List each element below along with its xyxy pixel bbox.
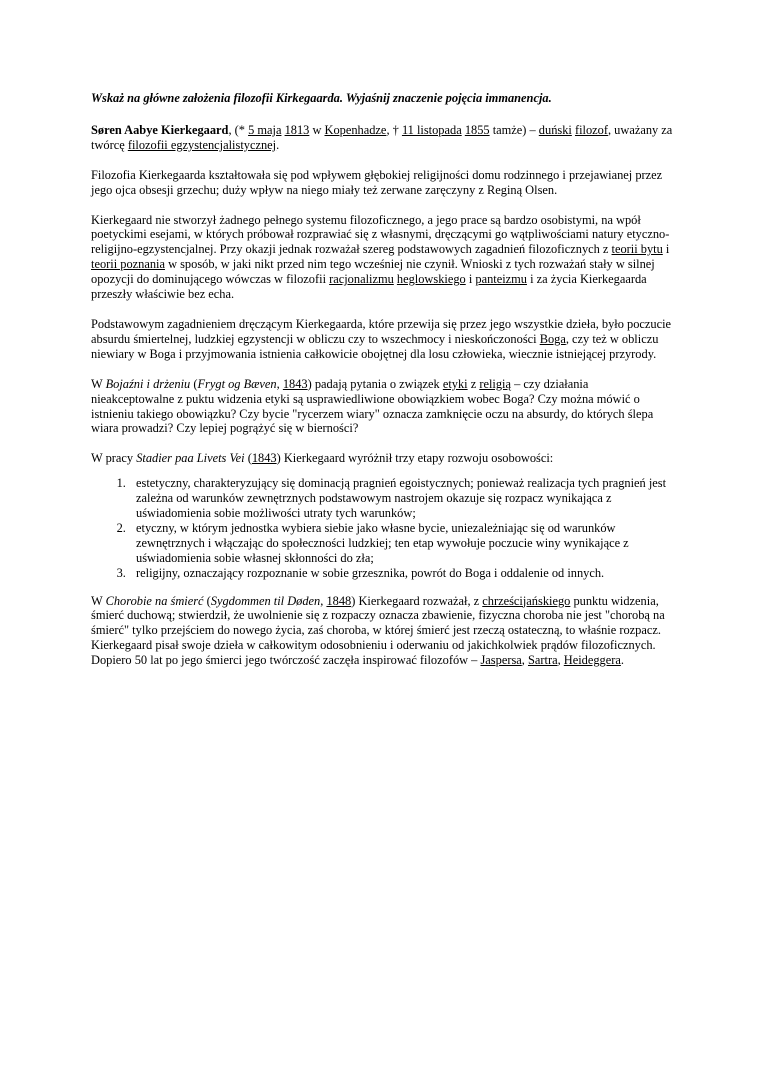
- list-item: 2. etyczny, w którym jednostka wybiera siebie jako własne bycie, uniezależniając się od warunków zewnętrznych i włączając do społeczności ludzkiej; ten etap wywołuje poczucie winy wynikające z uświadomienia sobie własnej skłonności do zła;: [129, 521, 673, 566]
- paragraph-legacy: Kierkegaard pisał swoje dzieła w całkowitym odosobnieniu i oderwaniu od jakichkolwiek prądów filozoficznych. Dopiero 50 lat po jego śmierci jego twórczość zaczęła inspirować filozofów – Jaspersa, Sartra, Heideggera.: [91, 638, 656, 668]
- work-original-title: Frygt og Bæven: [197, 376, 277, 391]
- link-teorii-poznania[interactable]: teorii poznania: [91, 257, 165, 272]
- work-title: Stadier paa Livets Vei: [136, 451, 245, 466]
- work-title: Chorobie na śmierć: [105, 593, 204, 608]
- link-1848[interactable]: 1848: [326, 593, 352, 608]
- link-etyki[interactable]: etyki: [442, 376, 468, 391]
- link-heideggera[interactable]: Heideggera: [563, 653, 621, 668]
- link-chrzescijanskiego[interactable]: chrześcijańskiego: [482, 593, 571, 608]
- link-1843[interactable]: 1843: [282, 376, 308, 391]
- question-title: Wskaż na główne założenia filozofii Kirkegaarda. Wyjaśnij znaczenie pojęcia immanencja.: [91, 91, 552, 105]
- link-filozofii-egzystencjalistycznej[interactable]: filozofii egzystencjalistycznej: [127, 137, 277, 152]
- link-heglowskiego[interactable]: heglowskiego: [396, 272, 466, 287]
- paragraph-religiosity: Filozofia Kierkegaarda kształtowała się pod wpływem głębokiej religijności domu rodzinnego i przejawianej przez jego ojca obsesji grzechu; duży wpływ na niego miały też zerwane zaręczyny z Reginą Olsen.: [91, 167, 663, 197]
- work-title: Bojaźni i drżeniu: [105, 376, 191, 391]
- paragraph-choroba: W Chorobie na śmierć (Sygdommen til Døden, 1848) Kierkegaard rozważał, z chrześcijańskiego punktu widzenia, śmierć duchową; stwierdził, że uwolnienie się z rozpaczy oznacza zbawienie, fizyczna choroba nie jest "chorobą na śmierć" tylko przejściem do nowego życia, zaś choroba, w której śmierć jest rzeczą ostateczną, to właśnie rozpacz.: [91, 593, 665, 638]
- stages-list: [91, 476, 673, 580]
- link-1813[interactable]: 1813: [284, 122, 310, 137]
- intro-paragraph: Søren Aabye Kierkegaard, (* 5 maja 1813 w Kopenhadze, † 11 listopada 1855 tamże) – duński filozof, uważany za twórcę filozofii egzystencjalistycznej.: [91, 122, 673, 152]
- paragraph-absurd: Podstawowym zagadnieniem dręczącym Kierkegaarda, które przewija się przez jego wszystkie dzieła, było poczucie absurdu śmiertelnej, ludzkiej egzystencji w obliczu czy to wszechmocy i nieskończoności Boga, czy też w obliczu niewiary w Boga i przyjmowania istnienia całkowicie obojętnej dla losu człowieka, wiecznie istniejącej przyrody.: [91, 316, 672, 361]
- paragraph-stadier: W pracy Stadier paa Livets Vei (1843) Kierkegaard wyróżnił trzy etapy rozwoju osobowości:: [91, 451, 554, 466]
- link-5-maja[interactable]: 5 maja: [248, 122, 282, 137]
- link-kopenhadze[interactable]: Kopenhadze: [324, 122, 387, 137]
- link-filozof[interactable]: filozof: [574, 122, 608, 137]
- link-1843[interactable]: 1843: [251, 451, 277, 466]
- link-racjonalizmu[interactable]: racjonalizmu: [329, 272, 394, 287]
- paragraph-no-system: Kierkegaard nie stworzył żadnego pełnego systemu filozoficznego, a jego prace są bardzo osobistymi, na wpół poetyckimi esejami, w których próbował rozprawiać się z własnymi, dręczącymi go wątpliwościami natury etyczno-religijno-egzystencjalnej. Przy okazji jednak rozważał szereg podstawowych zagadnień filozoficznych z teorii bytu i teorii poznania w sposób, w jaki nikt przed nim tego wcześniej nie czynił. Wnioski z tych rozważań stały w silnej opozycji do dominującego wówczas w filozofii racjonalizmu heglowskiego i panteizmu i za życia Kierkegaarda przeszły właściwie bez echa.: [91, 212, 670, 302]
- link-1855[interactable]: 1855: [464, 122, 490, 137]
- link-11-listopada[interactable]: 11 listopada: [401, 122, 462, 137]
- link-religia[interactable]: religią: [479, 376, 511, 391]
- link-sartra[interactable]: Sartra: [527, 653, 558, 668]
- paragraph-bojazn: W Bojaźni i drżeniu (Frygt og Bæven, 1843) padają pytania o związek etyki z religią – czy działania nieakceptowalne z puktu widzenia etyki są usprawiedliwione obowiązkiem wobec Boga? Czy można mówić o istnieniu takiego obowiązku? Czy bycie "rycerzem wiary" oznacza zamknięcie oczu na absurdy, do których ślepa wiara prowadzi? Czy lepiej pogrążyć się w bierności?: [91, 376, 654, 436]
- work-original-title: Sygdommen til Døden: [210, 593, 321, 608]
- link-dunski[interactable]: duński: [538, 122, 572, 137]
- list-item: 3. religijny, oznaczający rozpoznanie w sobie grzesznika, powrót do Boga i oddalenie od innych.: [129, 566, 673, 581]
- person-name: Søren Aabye Kierkegaard: [91, 122, 229, 137]
- document-body: [91, 91, 673, 668]
- list-item: 1. estetyczny, charakteryzujący się dominacją pragnień egoistycznych; ponieważ realizacja tych pragnień jest zależna od warunków zewnętrznych podstawowym nastrojem okazuje się rozpacz wynikająca z uświadomienia sobie możliwości utraty tych warunków;: [129, 476, 673, 521]
- link-teorii-bytu[interactable]: teorii bytu: [611, 242, 663, 257]
- link-panteizmu[interactable]: panteizmu: [475, 272, 527, 287]
- link-jaspersa[interactable]: Jaspersa: [480, 653, 522, 668]
- link-boga[interactable]: Boga: [539, 331, 566, 346]
